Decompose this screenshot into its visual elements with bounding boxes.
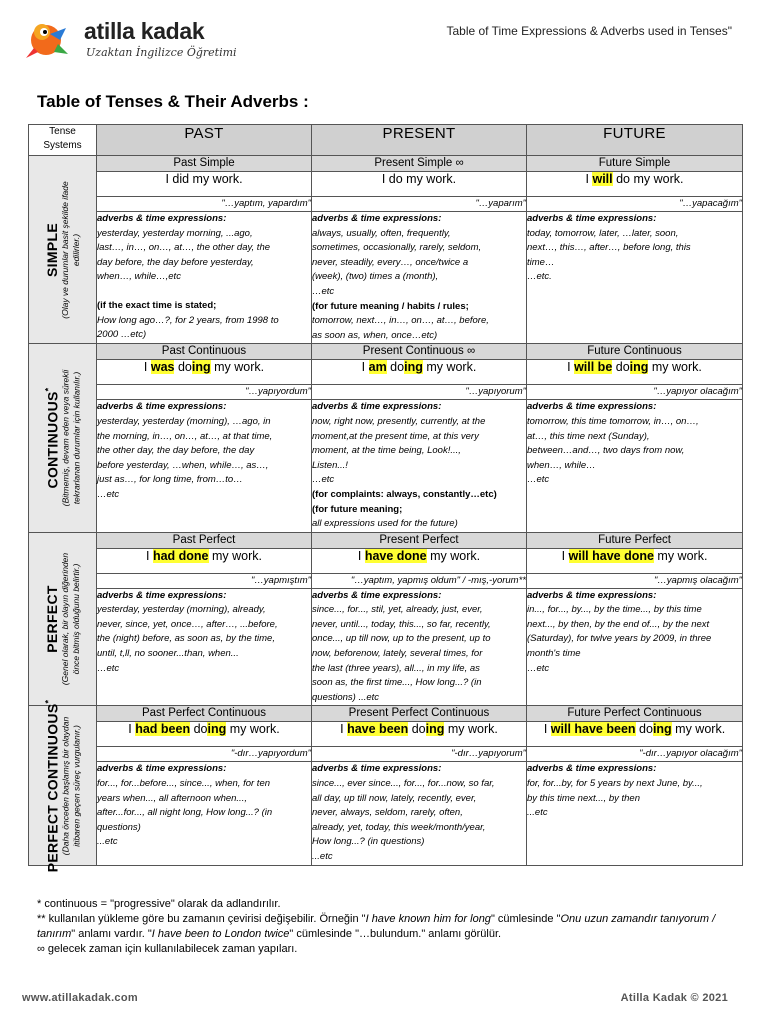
adverbs-line: soon as, the first time..., How long...? (in xyxy=(312,677,482,689)
adverbs-cell xyxy=(527,762,743,865)
turkish-translation: "…yapıyordum" xyxy=(97,385,312,400)
adverbs-line: last…, in…, on…, at…, the other day, the xyxy=(97,242,271,254)
adverbs-line xyxy=(97,285,311,299)
tense-system-label xyxy=(44,181,82,318)
turkish-translation: "…yapacağım" xyxy=(527,197,743,212)
tense-name: Future Perfect xyxy=(527,532,743,548)
adverbs-line: in..., for..., by..., by the time..., by this time xyxy=(527,604,702,616)
tense-name: Present Perfect Continuous xyxy=(312,706,527,722)
adverbs-line: never, always, seldom, rarely, often, xyxy=(312,807,463,819)
example-sentence: I will have been doing my work. xyxy=(527,722,743,747)
example-sentence: I will be doing my work. xyxy=(527,360,743,385)
adverbs-cell xyxy=(97,588,312,706)
tense-system-continuous xyxy=(29,344,97,532)
adverbs-heading: adverbs & time expressions: xyxy=(527,213,657,224)
adverbs-line: already, yet, today, this week/month/year, xyxy=(312,821,486,833)
adverbs-line: sometimes, occasionally, rarely, seldom, xyxy=(312,242,482,254)
adverbs-line: (if the exact time is stated; xyxy=(97,299,217,311)
turkish-translation: "…yapıyor olacağım" xyxy=(527,385,743,400)
adverbs-line: for..., for...before..., since..., when, for ten xyxy=(97,778,271,790)
adverbs-line: when…, while…,etc xyxy=(97,271,181,283)
adverbs-line: …etc. xyxy=(527,271,552,283)
tense-name: Future Perfect Continuous xyxy=(527,706,743,722)
adverbs-line: as soon as, when, once…etc) xyxy=(312,329,438,341)
example-sentence: I do my work. xyxy=(312,172,527,197)
example-sentence: I was doing my work. xyxy=(97,360,312,385)
adverbs-line: …etc xyxy=(312,285,335,297)
adverbs-row xyxy=(29,588,743,706)
adverbs-cell xyxy=(312,400,527,532)
tense-system-title: SIMPLE xyxy=(43,222,60,277)
translation-row xyxy=(29,573,743,588)
corner-cell xyxy=(29,125,97,156)
column-header-present: PRESENT xyxy=(312,125,527,156)
adverbs-cell xyxy=(527,212,743,344)
adverbs-line: …etc xyxy=(527,474,550,486)
turkish-translation: "-dır…yapıyor olacağım" xyxy=(527,747,743,762)
adverbs-cell xyxy=(97,400,312,532)
tense-system-note: (Olay ve durumlar basit şekilde ifade xyxy=(59,180,70,319)
example-row xyxy=(29,722,743,747)
adverbs-line: just as…, for long time, from…to… xyxy=(97,474,243,486)
tense-system-note: (Bitmemiş, devam eden veya sürekli xyxy=(59,369,70,507)
adverbs-line: the morning, in…, on…, at…, at that time, xyxy=(97,430,273,442)
adverbs-line: time… xyxy=(527,256,555,268)
example-sentence: I did my work. xyxy=(97,172,312,197)
adverbs-line: yesterday, yesterday (morning), …ago, in xyxy=(97,415,271,427)
adverbs-heading: adverbs & time expressions: xyxy=(527,589,657,601)
website-link[interactable]: www.atillakadak.com xyxy=(22,992,138,1004)
tense-system-label xyxy=(43,370,82,507)
adverbs-line: (week), (two) times a (month), xyxy=(312,271,439,283)
example-row xyxy=(29,548,743,573)
adverbs-line: when…, while… xyxy=(527,459,596,471)
tense-system-note: itibaren geçen süreç vurgulanır.) xyxy=(70,724,81,847)
adverbs-heading: adverbs & time expressions: xyxy=(97,213,227,224)
turkish-translation: "-dır…yapıyordum" xyxy=(97,747,312,762)
footnotes xyxy=(37,897,737,957)
adverbs-line: after...for..., all night long, How long...? (in xyxy=(97,807,273,819)
adverbs-line: questions) xyxy=(97,821,141,833)
tense-system-note: (Daha önceden başlamış bir olaydan xyxy=(59,716,70,855)
adverbs-heading: adverbs & time expressions: xyxy=(97,763,227,775)
adverbs-line: between…and…, two days from now, xyxy=(527,445,685,457)
example-sentence: I had been doing my work. xyxy=(97,722,312,747)
adverbs-line: all day, up till now, lately, recently, ever, xyxy=(312,792,477,804)
tense-name: Present Simple ∞ xyxy=(312,156,527,172)
tense-name: Present Perfect xyxy=(312,532,527,548)
adverbs-line: now, right now, presently, currently, at the xyxy=(312,415,486,427)
example-row xyxy=(29,172,743,197)
adverbs-line: by this time next..., by then xyxy=(527,792,640,804)
turkish-translation: "…yaptım, yapardım" xyxy=(97,197,312,212)
brand-name: atilla kadak xyxy=(84,18,205,44)
parrot-logo-icon xyxy=(22,14,72,60)
adverbs-heading: adverbs & time expressions: xyxy=(527,763,657,775)
adverbs-line: yesterday, yesterday (morning), already, xyxy=(97,604,266,616)
adverbs-line: day before, the day before yesterday, xyxy=(97,256,254,268)
tense-system-title: PERFECT CONTINUOUS* xyxy=(43,699,60,872)
tense-name: Future Simple xyxy=(527,156,743,172)
turkish-translation: "…yaptım, yapmış oldum" / -mış,-yorum** xyxy=(312,573,527,588)
adverbs-line: never, until..., today, this..., so far, recently, xyxy=(312,618,491,630)
adverbs-cell xyxy=(97,762,312,865)
copyright: Atilla Kadak © 2021 xyxy=(620,992,728,1004)
turkish-translation: "…yapmıştım" xyxy=(97,573,312,588)
adverbs-line: today, tomorrow, later, …later, soon, xyxy=(527,227,679,239)
adverbs-heading: adverbs & time expressions: xyxy=(527,401,657,413)
brand-tagline: Uzaktan İngilizce Öğretimi xyxy=(86,46,237,59)
adverbs-line: years when..., all afternoon when..., xyxy=(97,792,247,804)
adverbs-line: next…, this…, after…, before long, this xyxy=(527,242,691,254)
adverbs-cell xyxy=(527,588,743,706)
adverbs-line: moment,at the present time, at this very xyxy=(312,430,479,442)
adverbs-heading: adverbs & time expressions: xyxy=(97,401,227,413)
tense-system-title: CONTINUOUS* xyxy=(43,387,60,489)
example-sentence: I have done my work. xyxy=(312,548,527,573)
adverbs-line: next..., by then, by the end of..., by the next xyxy=(527,618,710,630)
turkish-translation: "…yapıyorum" xyxy=(312,385,527,400)
adverbs-line: How long ago…?, for 2 years, from 1998 to xyxy=(97,314,279,326)
adverbs-line: How long...? (in questions) xyxy=(312,836,425,848)
document-title: Table of Time Expressions & Adverbs used in Tenses" xyxy=(446,24,732,38)
adverbs-line: ...etc xyxy=(312,851,333,862)
adverbs-line: since..., for..., stil, yet, already, just, ever, xyxy=(312,604,483,616)
adverbs-line: always, usually, often, frequently, xyxy=(312,227,451,239)
adverbs-line: at…, this time next (Sunday), xyxy=(527,430,650,442)
adverbs-line: (Saturday), for twlve years by 2009, in three xyxy=(527,633,712,645)
page-title: Table of Tenses & Their Adverbs : xyxy=(37,92,309,111)
tense-system-note: edilirler.) xyxy=(70,233,81,266)
adverbs-line: never, steadily, every…, once/twice a xyxy=(312,256,469,268)
footnote-continuous: * continuous = "progressive" olarak da adlandırılır. xyxy=(37,898,281,910)
adverbs-cell xyxy=(527,400,743,532)
adverbs-row xyxy=(29,762,743,865)
adverbs-row xyxy=(29,212,743,344)
adverbs-line: month's time xyxy=(527,648,581,660)
adverbs-row xyxy=(29,400,743,532)
adverbs-line: (for complaints: always, constantly…etc) xyxy=(312,488,497,500)
adverbs-line: tomorrow, this time tomorrow, in…, on…, xyxy=(527,415,699,427)
tense-system-simple xyxy=(29,156,97,344)
adverbs-line: never, since, yet, once…, after…, ...before, xyxy=(97,618,278,630)
footnote-translation: ** kullanılan yükleme göre bu zamanın çevirisi değişebilir. Örneğin "I have known him for long" cümlesinde "Onu uzun zamandır tanıyorum / tanırım" anlamı vardır. "I have been to London twice" cümlesinde "…bulundum." anlamı görülür. xyxy=(37,913,716,940)
tense-system-perfect xyxy=(29,532,97,706)
adverbs-heading: adverbs & time expressions: xyxy=(312,213,442,224)
translation-row xyxy=(29,747,743,762)
tense-subheader-row xyxy=(29,532,743,548)
tense-name: Past Perfect xyxy=(97,532,312,548)
adverbs-heading: adverbs & time expressions: xyxy=(97,589,227,601)
tense-subheader-row xyxy=(29,344,743,360)
adverbs-line: since..., ever since..., for..., for...now, so far, xyxy=(312,778,495,790)
corner-label: Systems xyxy=(43,140,82,151)
tense-system-label xyxy=(43,699,82,872)
translation-row xyxy=(29,197,743,212)
adverbs-line: the last (three years), all..., in my life, as xyxy=(312,662,480,674)
adverbs-line: until, t,ll, no sooner...than, when... xyxy=(97,648,239,660)
adverbs-line: all expressions used for the future) xyxy=(312,518,458,530)
example-sentence: I have been doing my work. xyxy=(312,722,527,747)
example-sentence: I had done my work. xyxy=(97,548,312,573)
adverbs-line: …etc xyxy=(97,488,120,500)
adverbs-cell xyxy=(97,212,312,344)
tense-system-title: PERFECT xyxy=(43,585,60,653)
adverbs-line: the other day, the day before, the day xyxy=(97,445,255,457)
column-header-future: FUTURE xyxy=(527,125,743,156)
adverbs-line: Listen...! xyxy=(312,459,348,471)
turkish-translation: "…yaparım" xyxy=(312,197,527,212)
adverbs-line: (for future meaning / habits / rules; xyxy=(312,300,469,312)
turkish-translation: "…yapmış olacağım" xyxy=(527,573,743,588)
translation-row xyxy=(29,385,743,400)
tense-name: Present Continuous ∞ xyxy=(312,344,527,360)
adverbs-heading: adverbs & time expressions: xyxy=(312,401,442,413)
tenses-table xyxy=(28,124,743,872)
adverbs-line: now, beforenow, lately, several times, for xyxy=(312,648,483,660)
example-sentence: I am doing my work. xyxy=(312,360,527,385)
tense-name: Past Continuous xyxy=(97,344,312,360)
tense-name: Future Continuous xyxy=(527,344,743,360)
example-sentence: I will do my work. xyxy=(527,172,743,197)
tense-system-note: (Genel olarak, bir olayın diğerinden xyxy=(59,552,70,686)
adverbs-line: yesterday, yesterday morning, ...ago, xyxy=(97,227,253,239)
example-sentence: I will have done my work. xyxy=(527,548,743,573)
adverbs-line: …etc xyxy=(312,474,335,486)
tense-name: Past Simple xyxy=(97,156,312,172)
adverbs-heading: adverbs & time expressions: xyxy=(312,589,442,601)
adverbs-line: ...etc xyxy=(527,807,548,819)
adverbs-line: 2000 …etc) xyxy=(97,329,147,341)
header-row xyxy=(29,125,743,156)
example-row xyxy=(29,360,743,385)
adverbs-cell xyxy=(312,762,527,865)
footnote-future: ∞ gelecek zaman için kullanılabilecek zaman yapıları. xyxy=(37,943,298,955)
adverbs-line: once..., up till now, up to the present, up to xyxy=(312,633,491,645)
adverbs-line: (for future meaning; xyxy=(312,503,403,515)
adverbs-line: questions) ...etc xyxy=(312,691,380,703)
adverbs-line: …etc xyxy=(97,662,120,674)
adverbs-line: ...etc xyxy=(97,836,118,848)
adverbs-line: tomorrow, next…, in…, on…, at…, before, xyxy=(312,315,489,327)
tense-subheader-row xyxy=(29,156,743,172)
adverbs-line: before yesterday, …when, while…, as…, xyxy=(97,459,269,471)
tense-system-note: önce bitmiş olduğunu belirtir.) xyxy=(70,563,81,675)
adverbs-line: …etc xyxy=(527,662,550,674)
tense-system-note: tekrarlanan durumlar için kullanılır.) xyxy=(70,371,81,505)
turkish-translation: "-dır…yapıyorum" xyxy=(312,747,527,762)
adverbs-line: moment, at the time being, Look!..., xyxy=(312,445,461,457)
adverbs-heading: adverbs & time expressions: xyxy=(312,763,442,775)
adverbs-line: the (night) before, as soon as, by the time, xyxy=(97,633,275,645)
corner-label: Tense xyxy=(49,126,76,137)
adverbs-cell xyxy=(312,588,527,706)
adverbs-line: for, for...by, for 5 years by next June, by..., xyxy=(527,778,703,790)
tense-subheader-row xyxy=(29,706,743,722)
adverbs-cell xyxy=(312,212,527,344)
column-header-past: PAST xyxy=(97,125,312,156)
tense-system-label xyxy=(44,553,82,685)
tense-name: Past Perfect Continuous xyxy=(97,706,312,722)
tense-system-perfect-continuous xyxy=(29,699,97,872)
